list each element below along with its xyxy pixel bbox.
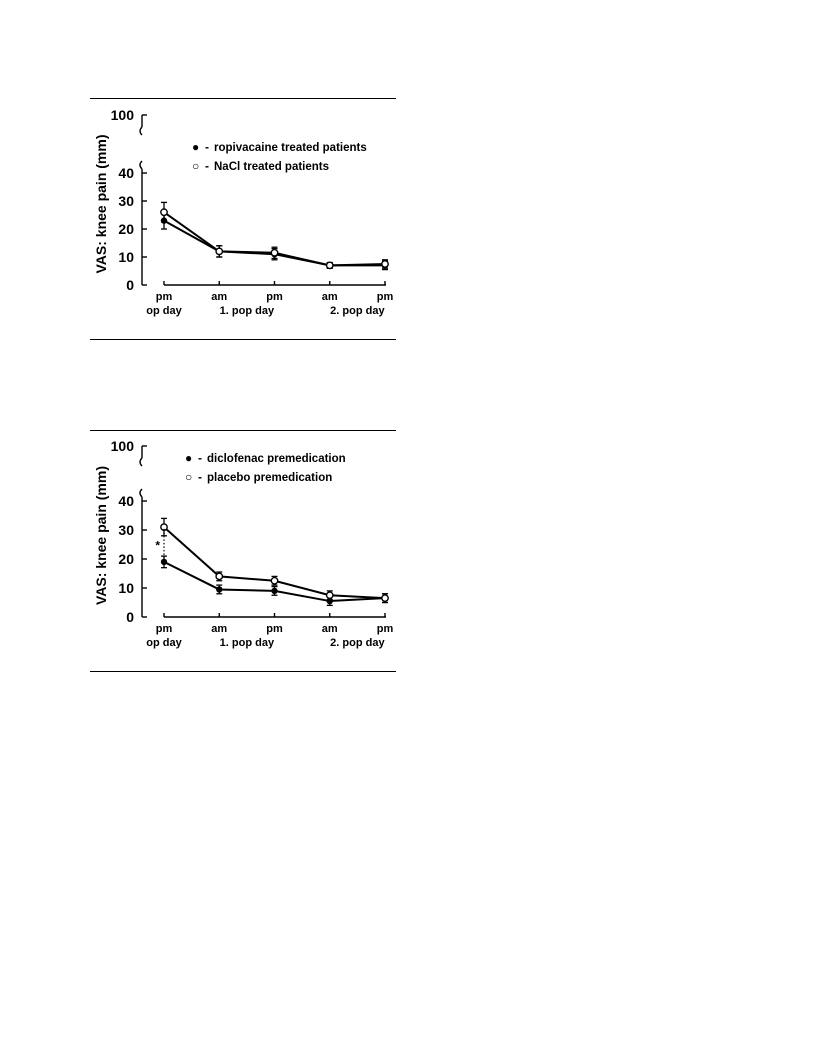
data-point-open (327, 262, 333, 268)
legend-label: diclofenac premedication (207, 453, 346, 465)
axis-break-mark (140, 127, 142, 135)
data-point-open (382, 595, 388, 601)
x-tick-label: am (211, 623, 228, 635)
x-group-label: 2. pop day (330, 305, 385, 317)
x-group-label: op day (146, 637, 182, 649)
chart-panel-2 (90, 430, 396, 672)
bottom-rule (90, 671, 396, 672)
y-tick-label: 0 (126, 277, 134, 293)
filled-circle-icon: ● (185, 451, 193, 465)
y-tick-label: 0 (126, 609, 134, 625)
legend-dash: - (205, 140, 209, 154)
data-point-open (161, 209, 167, 215)
y-tick-label: 30 (118, 193, 134, 209)
filled-circle-icon: ● (192, 140, 200, 154)
x-group-label: 1. pop day (219, 305, 275, 317)
x-tick-label: am (321, 291, 338, 303)
significance-marker: * (155, 538, 160, 553)
axis-break-mark (140, 161, 142, 169)
legend-label: NaCl treated patients (214, 161, 330, 173)
legend-dash: - (205, 159, 209, 173)
y-tick-label: 40 (118, 493, 134, 509)
x-group-label: 2. pop day (330, 637, 385, 649)
legend-label: ropivacaine treated patients (214, 142, 367, 154)
data-point-filled (216, 586, 222, 592)
x-tick-label: am (321, 623, 338, 635)
data-point-open (216, 573, 222, 579)
x-tick-label: am (211, 291, 228, 303)
chart-2-svg (90, 430, 396, 672)
legend-dash: - (198, 470, 202, 484)
y-tick-label: 10 (118, 249, 134, 265)
y-tick-label: 100 (110, 107, 134, 123)
data-point-open (271, 250, 277, 256)
open-circle-icon: ○ (192, 159, 200, 173)
x-tick-label: pm (155, 291, 173, 303)
y-tick-label: 100 (110, 438, 134, 454)
y-axis-label: VAS: knee pain (mm) (93, 466, 109, 605)
y-tick-label: 20 (118, 221, 134, 237)
y-tick-label: 10 (118, 580, 134, 596)
bottom-rule (90, 339, 396, 340)
legend-label: placebo premedication (207, 472, 333, 484)
y-tick-label: 20 (118, 551, 134, 567)
x-tick-label: pm (376, 623, 394, 635)
y-tick-label: 30 (118, 522, 134, 538)
data-point-open (382, 261, 388, 267)
x-tick-label: pm (155, 623, 173, 635)
data-point-filled (161, 559, 167, 565)
y-tick-label: 40 (118, 165, 134, 181)
data-point-open (327, 592, 333, 598)
x-tick-label: pm (266, 291, 283, 303)
x-group-label: op day (146, 305, 182, 317)
axis-break-mark (140, 489, 142, 497)
data-point-open (216, 248, 222, 254)
x-tick-label: pm (376, 291, 394, 303)
x-group-label: 1. pop day (219, 637, 275, 649)
x-tick-label: pm (266, 623, 283, 635)
axis-break-mark (140, 458, 142, 466)
chart-1-svg (90, 98, 396, 340)
chart-panel-1 (90, 98, 396, 340)
y-axis-label: VAS: knee pain (mm) (93, 134, 109, 274)
data-point-filled (271, 588, 277, 594)
legend-dash: - (198, 451, 202, 465)
data-point-open (271, 578, 277, 584)
open-circle-icon: ○ (185, 470, 193, 484)
